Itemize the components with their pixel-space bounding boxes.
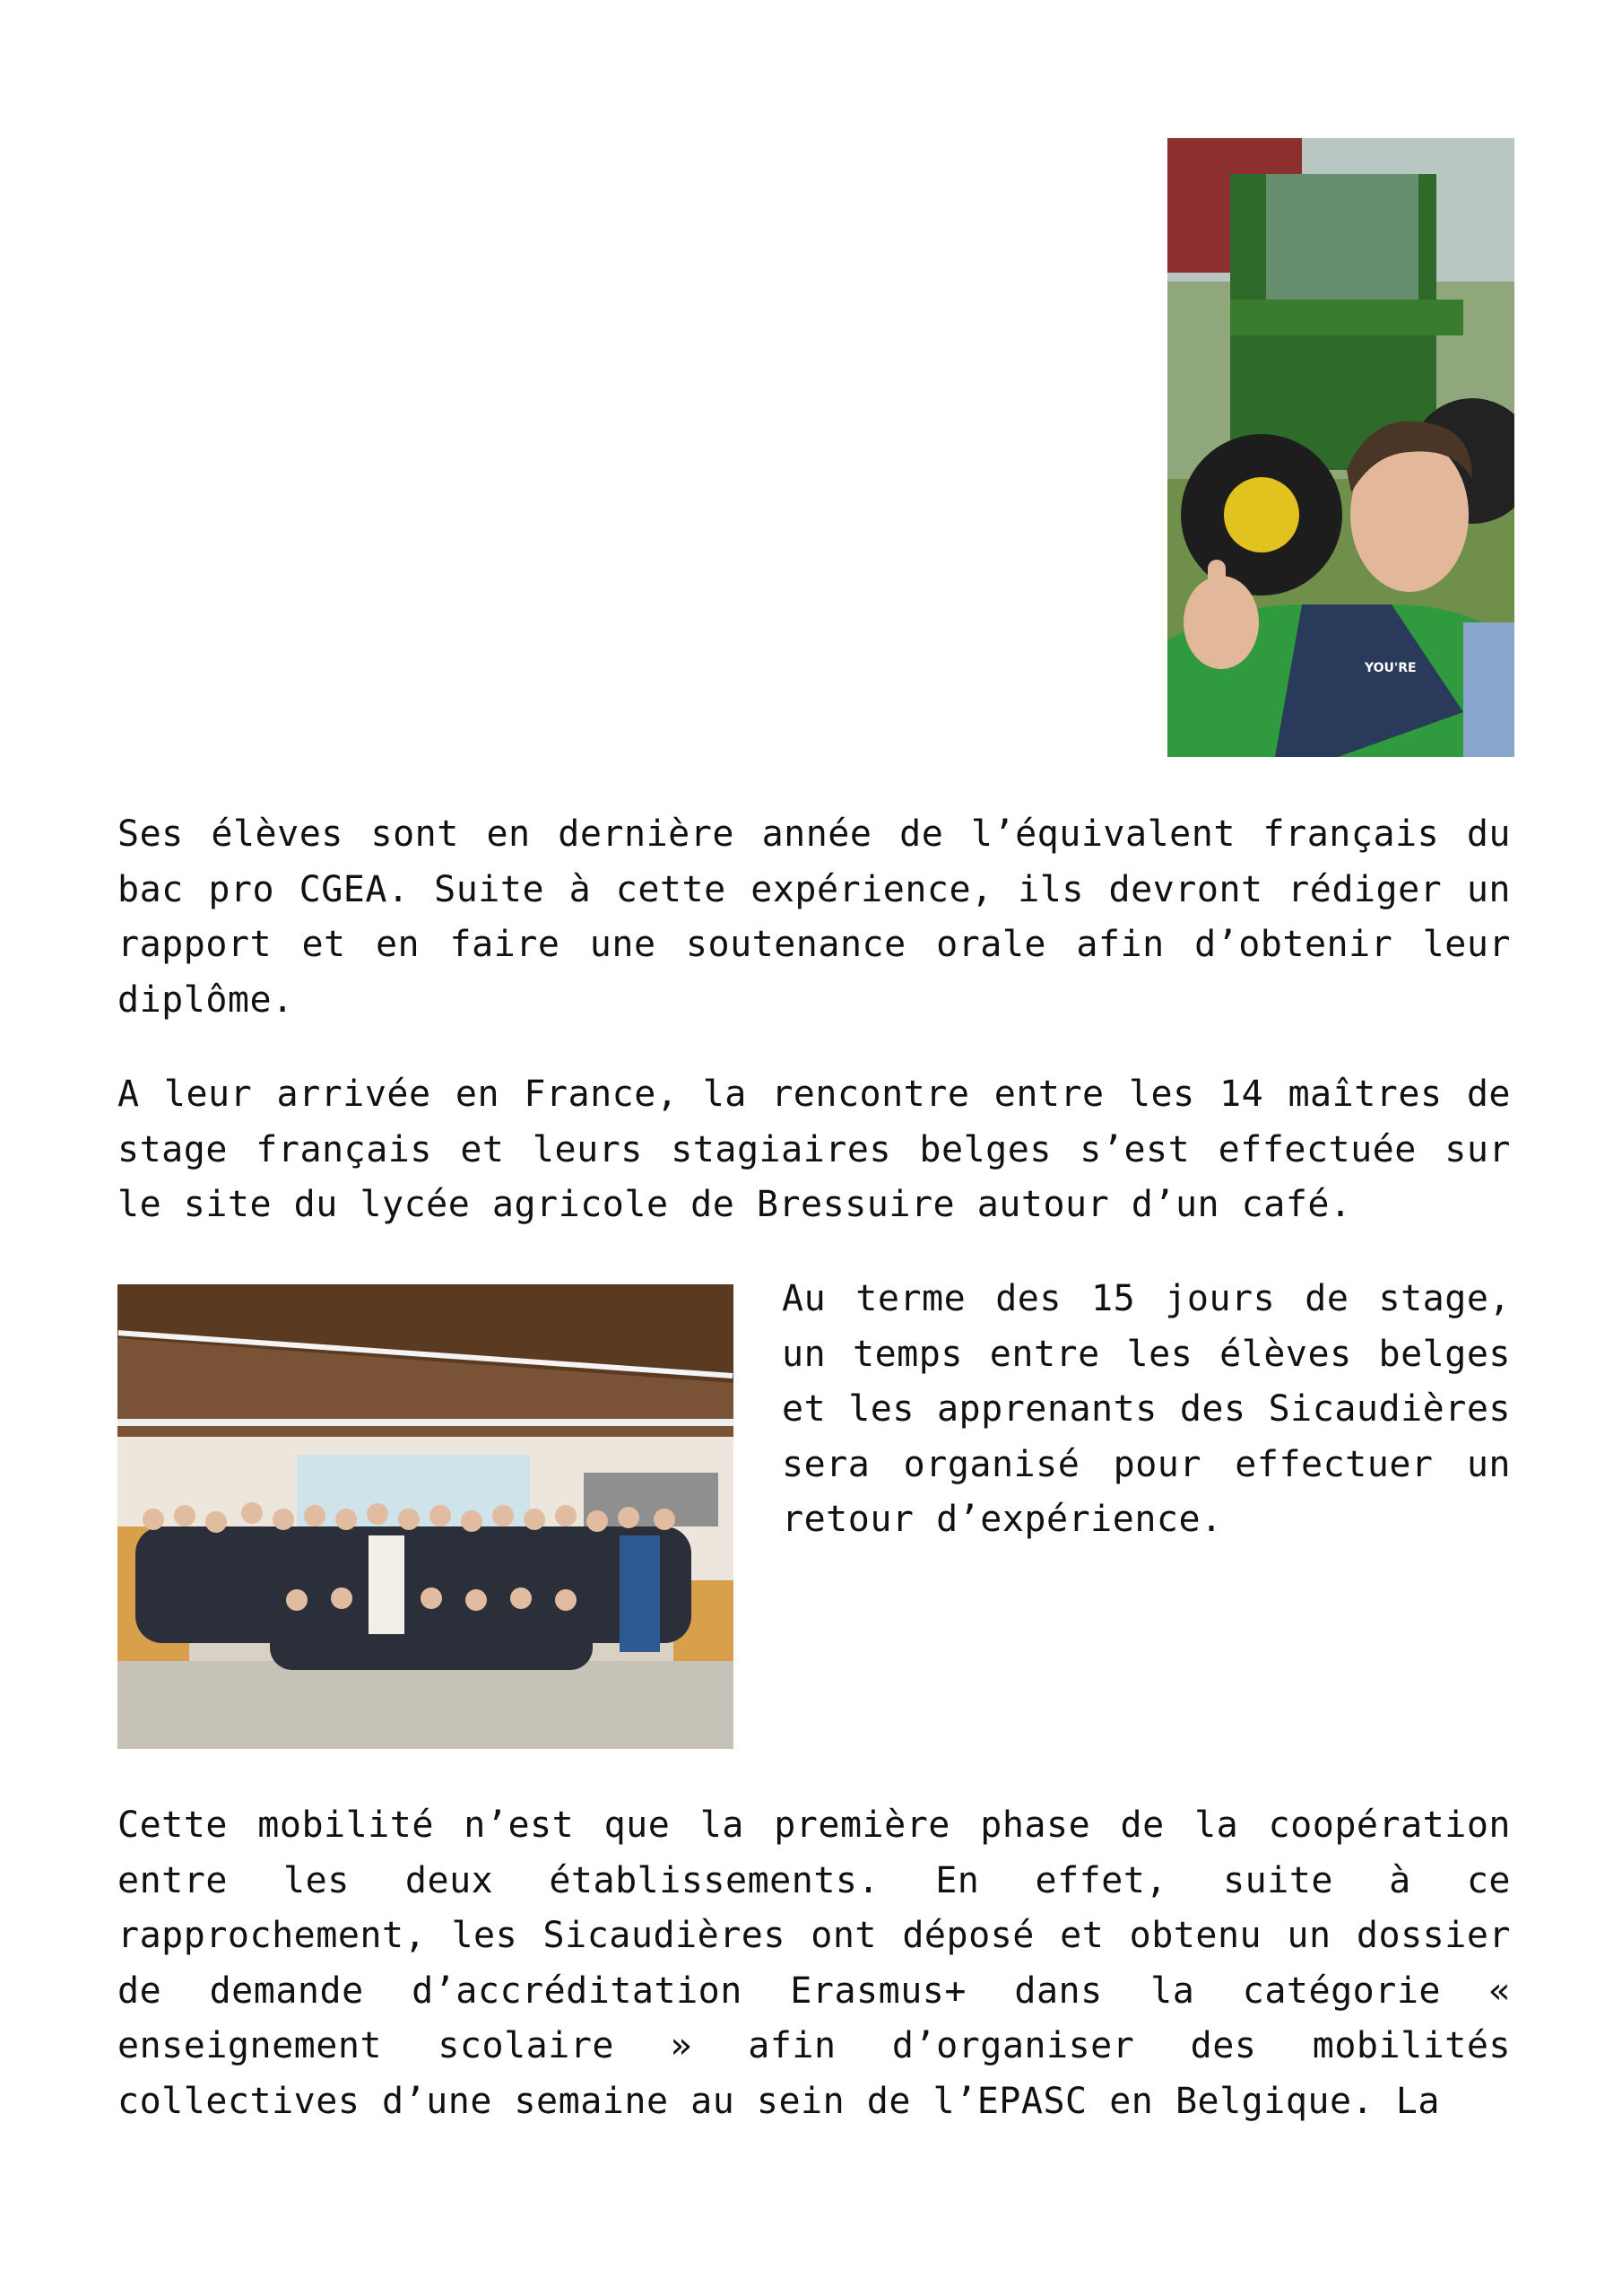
vest-badge-text: YOU'RE xyxy=(1365,661,1417,675)
paragraph-1: Ses élèves sont en dernière année de l’équivalent français du bac pro CGEA. Suite à cette expérience, ils devront rédiger un rapport et en faire une soutenance orale afin d’obtenir leur diplôme. xyxy=(117,813,1511,1021)
group-photo xyxy=(117,1284,733,1749)
paragraph-3: Au terme des 15 jours de stage, un temps entre les élèves belges et les apprenants des Sicaudières sera organisé pour effectuer un retour d’expérience. xyxy=(782,1278,1511,1540)
paragraph-2: A leur arrivée en France, la rencontre entre les 14 maîtres de stage français et leurs stagiaires belges s’est effectuée sur le site du lycée agricole de Bressuire autour d’un café. xyxy=(117,1074,1511,1225)
paragraph-4: Cette mobilité n’est que la première phase de la coopération entre les deux établissements. En effet, suite à ce rapprochement, les Sicaudières ont déposé et obtenu un dossier de demande d’accréditation Erasmus+ dans la catégorie « enseignement scolaire » afin d’organiser des mobilités collectives d’une semaine au sein de l’EPASC en Belgique. La xyxy=(117,1805,1511,2122)
tractor-selfie-photo xyxy=(1167,138,1514,757)
